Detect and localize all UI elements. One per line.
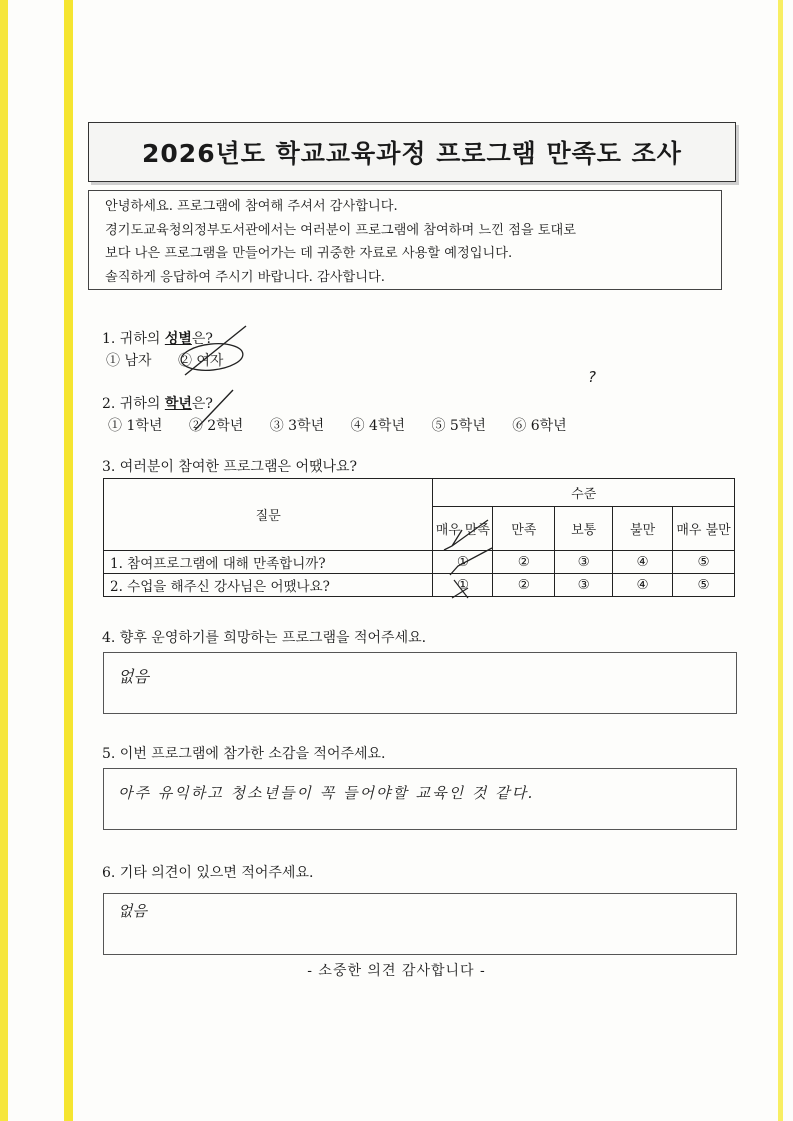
option-grade-1[interactable]: ① 1학년 [108, 418, 163, 434]
question-5-label: 5. 이번 프로그램에 참가한 소감을 적어주세요. [102, 746, 386, 762]
choice-cell[interactable]: ② [493, 574, 555, 597]
choice-cell[interactable]: ① [433, 551, 493, 574]
question-1-keyword: 성별 [164, 331, 192, 347]
intro-line: 안녕하세요. 프로그램에 참여해 주셔서 감사합니다. [105, 199, 398, 214]
option-male[interactable]: ① 남자 [106, 353, 152, 369]
question-2-label: 2. 귀하의 학년은? [102, 396, 213, 412]
satisfaction-table [103, 478, 735, 597]
choice-cell[interactable]: ④ [613, 551, 673, 574]
choice-cell[interactable]: ③ [555, 551, 613, 574]
question-1-label: 1. 귀하의 성별은? [102, 331, 213, 347]
scale-satisfied: 만족 [493, 507, 555, 551]
question-3-label: 3. 여러분이 참여한 프로그램은 어땠나요? [102, 459, 358, 475]
choice-cell[interactable]: ⑤ [673, 551, 735, 574]
header-level: 수준 [433, 479, 735, 507]
closing-note: - 소중한 의견 감사합니다 - [307, 963, 486, 979]
scale-neutral: 보통 [555, 507, 613, 551]
question-6-label: 6. 기타 의견이 있으면 적어주세요. [102, 865, 314, 881]
choice-cell[interactable]: ② [493, 551, 555, 574]
answer-box-6[interactable] [103, 893, 737, 955]
intro-line: 경기도교육청의정부도서관에서는 여러분이 프로그램에 참여하며 느낀 점을 토대로 [105, 222, 577, 238]
option-grade-2[interactable]: ② 2학년 [188, 418, 244, 434]
question-2-options [108, 415, 589, 435]
page-title: 2026년도 학교교육과정 프로그램 만족도 조사 [142, 139, 682, 168]
option-grade-5[interactable]: ⑤ 5학년 [431, 418, 486, 434]
highlighter-stripe [778, 0, 783, 1121]
row-question: 1. 참여프로그램에 대해 만족합니까? [104, 551, 433, 574]
question-1-options [106, 350, 245, 370]
intro-box [88, 190, 722, 290]
option-grade-6[interactable]: ⑥ 6학년 [512, 418, 567, 434]
highlighter-stripe [64, 0, 73, 1121]
intro-line: 솔직하게 응답하여 주시기 바랍니다. 감사합니다. [105, 269, 385, 285]
choice-cell[interactable]: ④ [613, 574, 673, 597]
option-female[interactable]: ② 여자 [177, 353, 224, 369]
row-question: 2. 수업을 해주신 강사님은 어땠나요? [104, 574, 433, 597]
header-question: 질문 [104, 479, 433, 551]
choice-cell[interactable]: ① [433, 574, 493, 597]
choice-cell[interactable]: ③ [555, 574, 613, 597]
margin-question-mark: ? [588, 368, 596, 386]
title-box [88, 122, 736, 182]
option-grade-4[interactable]: ④ 4학년 [350, 418, 405, 434]
table-row [104, 574, 735, 597]
scale-very-dissatisfied: 매우 불만 [673, 507, 735, 551]
option-grade-3[interactable]: ③ 3학년 [269, 418, 325, 434]
answer-box-4[interactable] [103, 652, 737, 714]
handwritten-answer-5: 아주 유익하고 청소년들이 꼭 들어야할 교육인 것 같다. [118, 784, 535, 802]
scale-very-satisfied: 매우 만족 [433, 507, 493, 551]
scale-dissatisfied: 불만 [613, 507, 673, 551]
highlighter-stripe [0, 0, 8, 1121]
handwritten-answer-6: 없음 [118, 902, 147, 920]
choice-cell[interactable]: ⑤ [673, 574, 735, 597]
question-2-keyword: 학년 [164, 396, 192, 412]
question-4-label: 4. 향후 운영하기를 희망하는 프로그램을 적어주세요. [102, 630, 427, 646]
intro-line: 보다 나은 프로그램을 만들어가는 데 귀중한 자료로 사용할 예정입니다. [105, 246, 513, 261]
handwritten-answer-4: 없음 [118, 667, 149, 686]
table-row [104, 551, 735, 574]
